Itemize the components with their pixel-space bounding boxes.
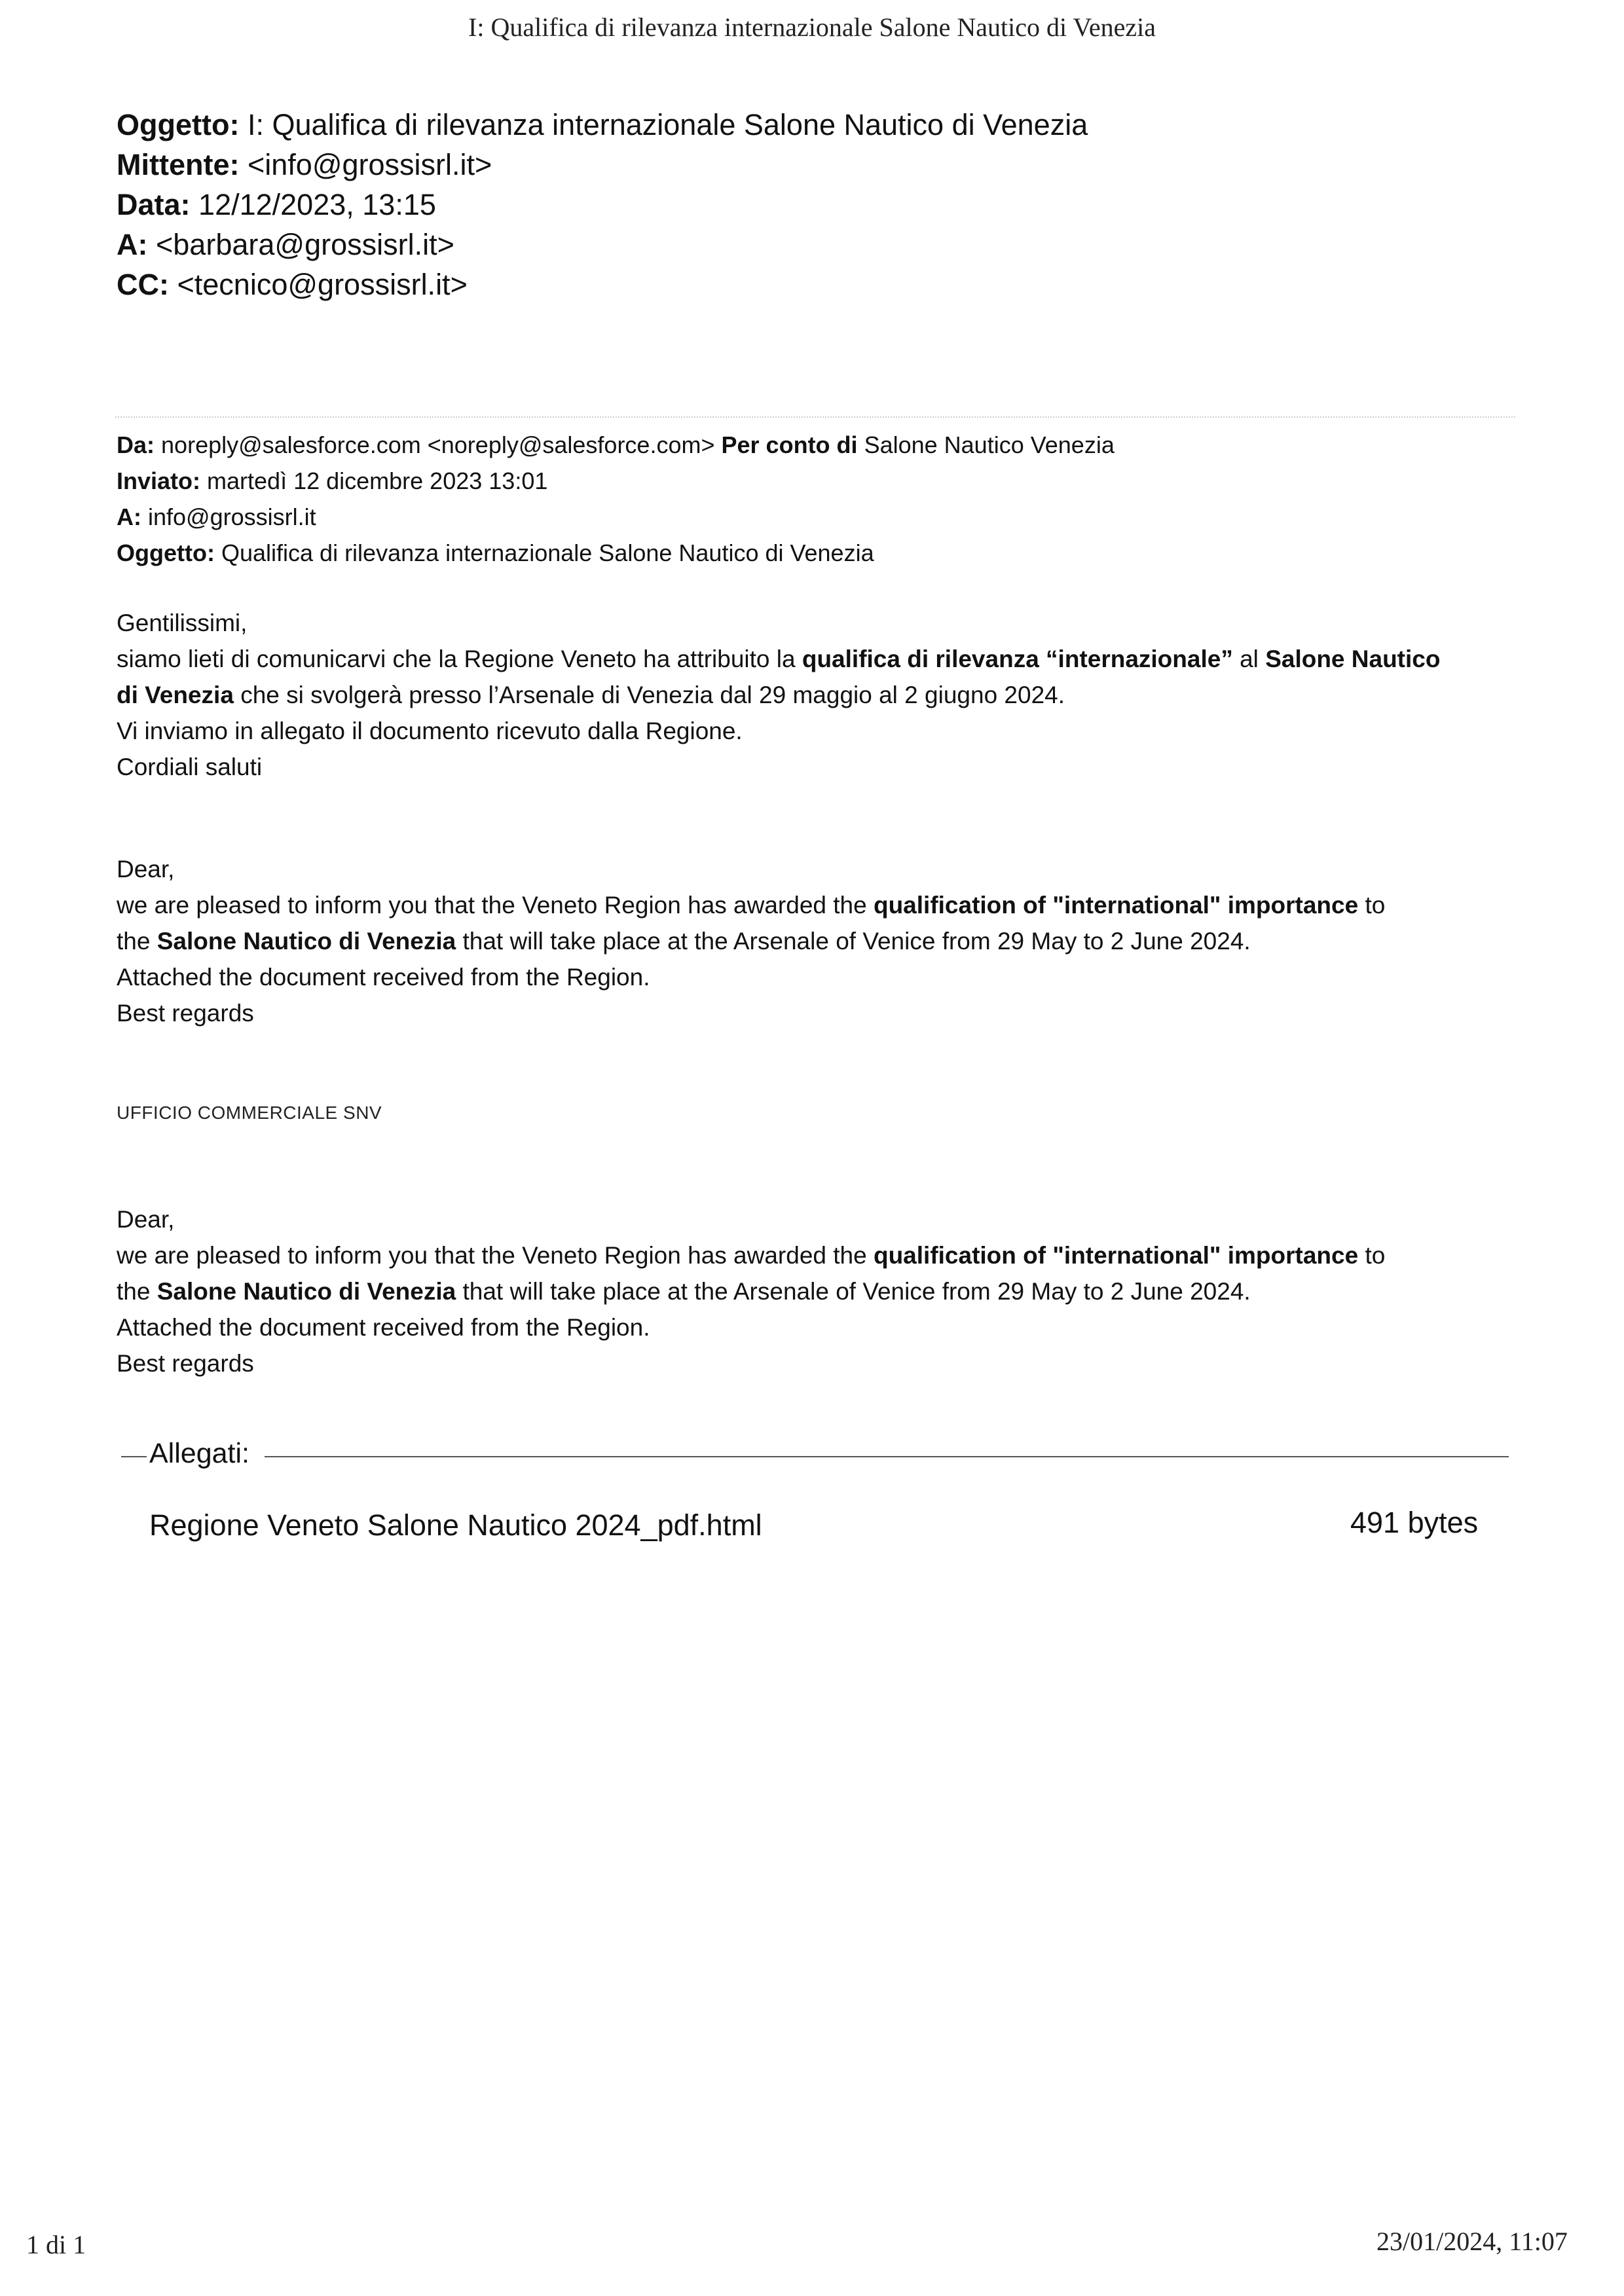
cc-value: <tecnico@grossisrl.it> [177, 268, 468, 301]
cc-label: CC: [117, 268, 169, 301]
date-value: 12/12/2023, 13:15 [198, 188, 436, 221]
italian-greeting: Gentilissimi, [117, 610, 248, 636]
signature: UFFICIO COMMERCIALE SNV [117, 1102, 382, 1123]
english-line-1-text: we are pleased to inform you that the Veneto Region has awarded the [117, 892, 874, 919]
forward-sent-row [117, 463, 547, 499]
date-label: Data: [117, 188, 191, 221]
forward-to-value: info@grossisrl.it [148, 503, 316, 530]
attachment-size: 491 bytes [1350, 1506, 1479, 1539]
forward-from-row [117, 427, 1115, 463]
forward-on-behalf-label: Per conto di [721, 431, 858, 458]
english-line-1 [117, 887, 1385, 924]
english-greeting-repeat: Dear, [117, 1206, 175, 1233]
attachments-label: Allegati: [147, 1438, 252, 1470]
italian-line-3: Vi inviamo in allegato il documento ricevuto dalla Regione. [117, 718, 743, 744]
print-timestamp: 23/01/2024, 11:07 [1376, 2227, 1568, 2256]
header-to-row [117, 225, 454, 264]
english-salone-bold-repeat: Salone Nautico di Venezia [157, 1278, 456, 1305]
attachment-name[interactable]: Regione Veneto Salone Nautico 2024_pdf.html [149, 1508, 762, 1542]
english-line-2-text: that will take place at the Arsenale of Venice from 29 May to 2 June 2024. [456, 928, 1251, 955]
forward-sent-value: martedì 12 dicembre 2023 13:01 [207, 467, 548, 494]
italian-qualification-bold: qualifica di rilevanza “internazionale” [802, 646, 1233, 672]
forward-to-label: A: [117, 503, 141, 530]
forward-from-value: noreply@salesforce.com <noreply@salesforce.com> [161, 431, 715, 458]
sender-label: Mittente: [117, 148, 240, 181]
english-line-2-repeat [117, 1273, 1251, 1310]
italian-closing: Cordiali saluti [117, 754, 263, 780]
english-line-2-text-repeat: that will take place at the Arsenale of Venice from 29 May to 2 June 2024. [456, 1278, 1251, 1305]
english-line-1-end-repeat: to [1358, 1242, 1386, 1269]
english-closing-repeat: Best regards [117, 1350, 254, 1377]
header-date-row [117, 185, 436, 225]
forward-from-label: Da: [117, 431, 155, 458]
italian-line-2 [117, 677, 1065, 714]
header-cc-row [117, 264, 468, 304]
attachments-rule-right [265, 1456, 1509, 1457]
english-line-3: Attached the document received from the Region. [117, 964, 650, 991]
english-closing: Best regards [117, 1000, 254, 1027]
subject-label: Oggetto: [117, 108, 240, 141]
english-line-2-start-repeat: the [117, 1278, 157, 1305]
forward-subject-value: Qualifica di rilevanza internazionale Salone Nautico di Venezia [221, 539, 874, 566]
forward-subject-label: Oggetto: [117, 539, 215, 566]
english-qualification-bold: qualification of "international" importance [873, 892, 1359, 919]
forward-separator [115, 416, 1515, 418]
print-header-title: I: Qualifica di rilevanza internazionale Salone Nautico di Venezia [468, 12, 1156, 42]
italian-line-1 [117, 641, 1440, 678]
english-salone-bold: Salone Nautico di Venezia [157, 928, 456, 955]
subject-value: I: Qualifica di rilevanza internazionale Salone Nautico di Venezia [247, 108, 1088, 141]
italian-line-1-connector: al [1232, 646, 1266, 672]
english-greeting: Dear, [117, 856, 175, 883]
attachments-rule-left [121, 1456, 147, 1457]
forward-subject-row [117, 535, 874, 571]
italian-venezia-bold: di Venezia [117, 682, 234, 708]
italian-salone-bold: Salone Nautico [1265, 646, 1441, 672]
forward-on-behalf-value: Salone Nautico Venezia [864, 431, 1115, 458]
to-label: A: [117, 228, 148, 261]
english-line-2 [117, 923, 1251, 960]
english-line-1-end: to [1358, 892, 1386, 919]
to-value: <barbara@grossisrl.it> [156, 228, 454, 261]
italian-line-2-text: che si svolgerà presso l’Arsenale di Venezia dal 29 maggio al 2 giugno 2024. [233, 682, 1065, 708]
sender-value: <info@grossisrl.it> [248, 148, 492, 181]
english-line-3-repeat: Attached the document received from the Region. [117, 1314, 650, 1341]
header-subject-row [117, 105, 1088, 145]
italian-line-1-text: siamo lieti di comunicarvi che la Regione Veneto ha attribuito la [117, 646, 802, 672]
english-line-1-repeat [117, 1237, 1385, 1274]
english-qualification-bold-repeat: qualification of "international" importance [873, 1242, 1359, 1269]
forward-sent-label: Inviato: [117, 467, 201, 494]
forward-to-row [117, 499, 316, 535]
english-line-1-text-repeat: we are pleased to inform you that the Veneto Region has awarded the [117, 1242, 874, 1269]
page-number: 1 di 1 [26, 2230, 86, 2259]
header-sender-row [117, 145, 492, 185]
english-line-2-start: the [117, 928, 157, 955]
